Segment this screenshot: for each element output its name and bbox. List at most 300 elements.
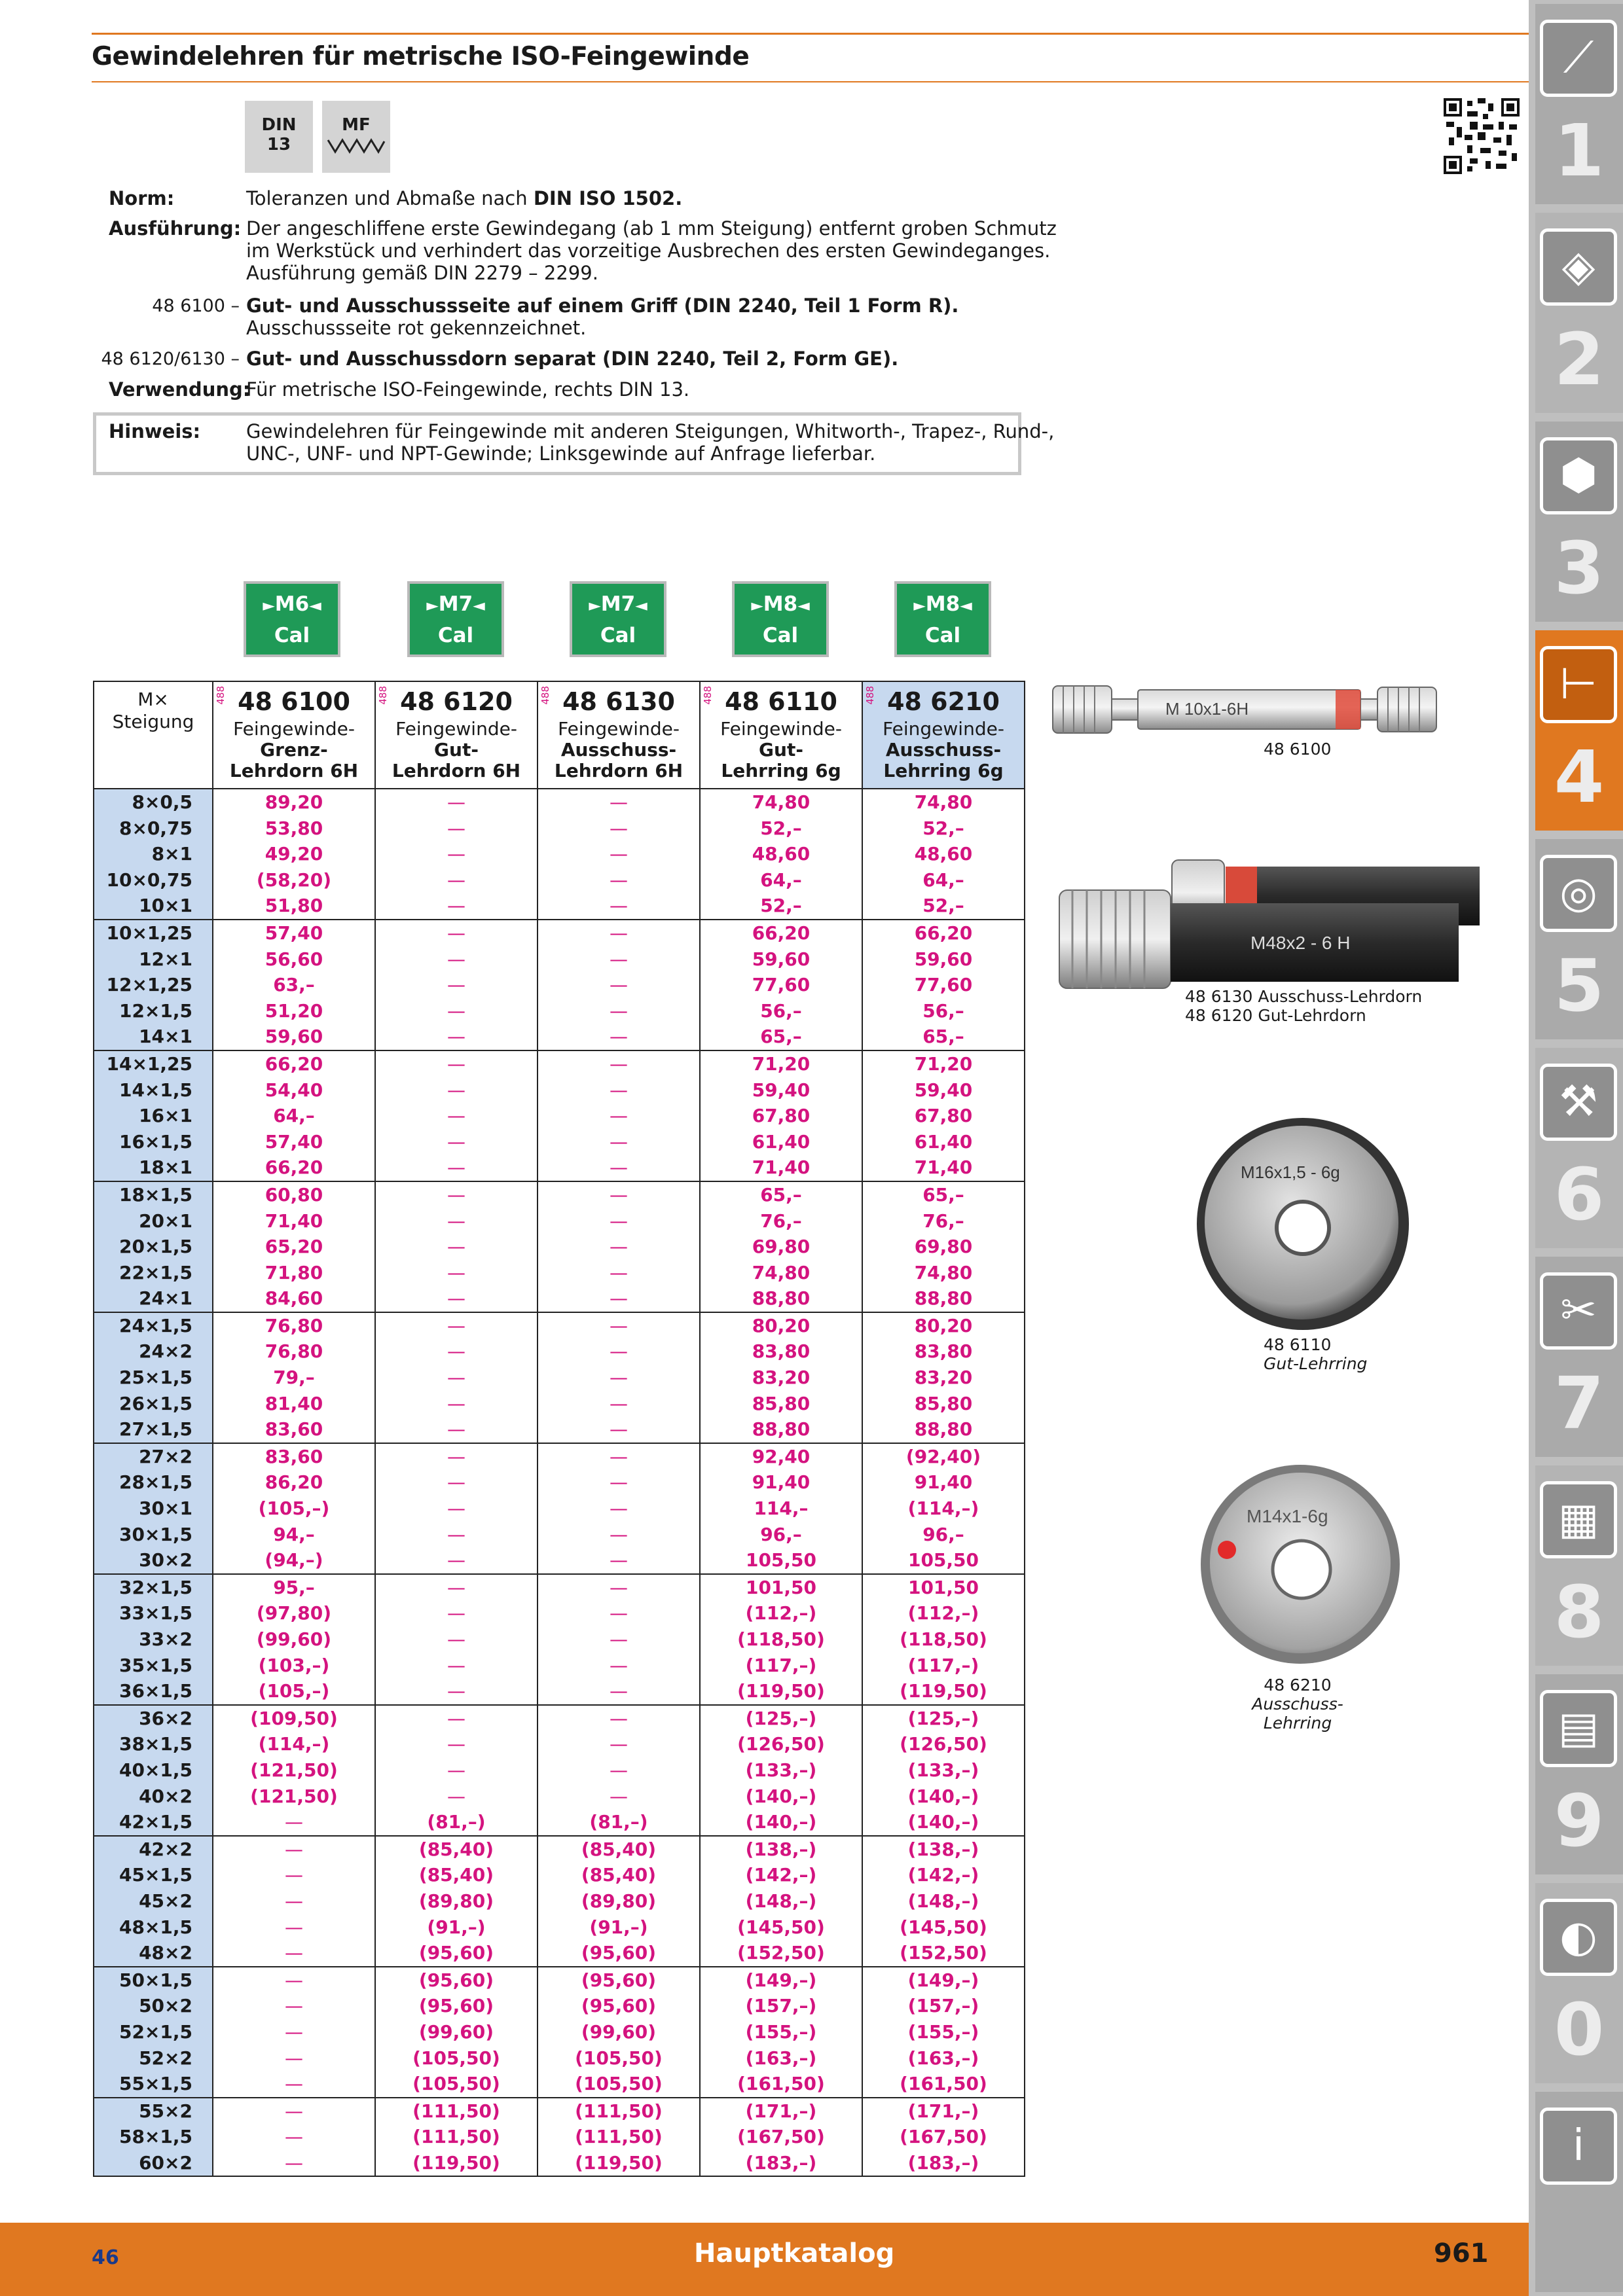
price-cell: (105,50) <box>375 2071 538 2098</box>
price-cell: 79,– <box>213 1365 375 1391</box>
title-underline <box>92 81 1529 82</box>
price-cell: — <box>375 1600 538 1626</box>
price-cell: 86,20 <box>213 1469 375 1496</box>
price-cell: (149,–) <box>700 1967 862 1994</box>
price-cell: (121,50) <box>213 1757 375 1784</box>
table-row <box>94 816 1025 842</box>
price-cell: — <box>538 1365 700 1391</box>
price-cell: (126,50) <box>862 1731 1025 1757</box>
price-cell: (117,–) <box>862 1653 1025 1679</box>
price-cell: — <box>538 1024 700 1050</box>
price-cell: 89,20 <box>213 789 375 816</box>
price-cell: 66,20 <box>862 920 1025 946</box>
price-cell: 71,40 <box>213 1208 375 1234</box>
price-cell: (149,–) <box>862 1967 1025 1994</box>
price-cell: — <box>538 1285 700 1312</box>
price-cell: 66,20 <box>700 920 862 946</box>
svg-text:M14x1-6g: M14x1-6g <box>1247 1506 1328 1526</box>
price-cell: 53,80 <box>213 816 375 842</box>
price-cell: (111,50) <box>538 2098 700 2125</box>
price-cell: 71,80 <box>213 1260 375 1286</box>
price-cell: 67,80 <box>700 1103 862 1129</box>
table-row <box>94 1731 1025 1757</box>
price-cell: — <box>538 998 700 1024</box>
price-cell: 71,20 <box>700 1050 862 1077</box>
price-cell: — <box>375 1626 538 1653</box>
key-column-header: M× Steigung <box>94 681 213 789</box>
price-cell: 74,80 <box>700 789 862 816</box>
price-cell: (105,50) <box>538 2071 700 2098</box>
table-row <box>94 1365 1025 1391</box>
price-cell: — <box>375 1416 538 1443</box>
price-cell: — <box>538 789 700 816</box>
thread-size-cell: 42×1,5 <box>94 1809 213 1836</box>
price-cell: (167,50) <box>862 2124 1025 2150</box>
price-cell: 52,– <box>862 893 1025 920</box>
table-row <box>94 1705 1025 1732</box>
price-cell: (91,–) <box>538 1914 700 1941</box>
price-cell: (140,–) <box>862 1784 1025 1810</box>
cal-badge-m7: ►M7◄ Cal <box>407 581 504 657</box>
cabinet-icon: ▤ <box>1540 1690 1617 1767</box>
price-cell: — <box>213 1993 375 2019</box>
thread-size-cell: 60×2 <box>94 2150 213 2177</box>
drill-icon: ⟋ <box>1540 20 1617 97</box>
thread-size-cell: 18×1 <box>94 1155 213 1181</box>
price-cell: 83,80 <box>700 1338 862 1365</box>
product-image-486110 <box>1192 1113 1414 1335</box>
column-header-486210: 488 48 6210 Feingewinde- Ausschuss- Lehrring 6g <box>862 681 1025 789</box>
table-row <box>94 2098 1025 2125</box>
price-cell: — <box>538 1338 700 1365</box>
price-cell: — <box>538 1443 700 1470</box>
price-cell: 92,40 <box>700 1443 862 1470</box>
price-cell: 95,– <box>213 1574 375 1601</box>
price-cell: (163,–) <box>700 2045 862 2072</box>
column-header-486100: 488 48 6100 Feingewinde- Grenz- Lehrdorn 6H <box>213 681 375 789</box>
ausfuehrung-label: Ausführung: <box>109 217 242 240</box>
price-cell: — <box>538 1784 700 1810</box>
price-cell: — <box>538 1234 700 1260</box>
price-cell: 76,80 <box>213 1312 375 1339</box>
price-cell: (171,–) <box>700 2098 862 2125</box>
price-cell: (148,–) <box>700 1888 862 1914</box>
price-cell: (183,–) <box>700 2150 862 2177</box>
price-cell: 84,60 <box>213 1285 375 1312</box>
thread-size-cell: 30×1 <box>94 1496 213 1522</box>
table-row <box>94 1836 1025 1863</box>
price-cell: — <box>375 1731 538 1757</box>
price-cell: — <box>538 1181 700 1208</box>
hinweis-label: Hinweis: <box>109 420 201 442</box>
price-cell: (95,60) <box>538 1967 700 1994</box>
caption-486100: 48 6100 <box>1264 740 1332 759</box>
price-cell: — <box>538 1129 700 1155</box>
price-cell: — <box>538 1757 700 1784</box>
table-row <box>94 1391 1025 1417</box>
price-cell: 76,80 <box>213 1338 375 1365</box>
price-cell: (167,50) <box>700 2124 862 2150</box>
price-cell: — <box>213 2045 375 2072</box>
pliers-icon: ✂ <box>1540 1272 1617 1350</box>
price-cell: 101,50 <box>700 1574 862 1601</box>
price-cell: — <box>375 1181 538 1208</box>
price-cell: (140,–) <box>862 1809 1025 1836</box>
price-cell: 74,80 <box>862 1260 1025 1286</box>
price-cell: 96,– <box>700 1522 862 1548</box>
table-row <box>94 1626 1025 1653</box>
table-row <box>94 1338 1025 1365</box>
article-ref-6120-6130: 48 6120/6130 – <box>101 349 240 369</box>
price-cell: 48,60 <box>862 841 1025 867</box>
thread-size-cell: 36×1,5 <box>94 1678 213 1705</box>
thread-size-cell: 32×1,5 <box>94 1574 213 1601</box>
price-cell: (119,50) <box>862 1678 1025 1705</box>
price-cell: (152,50) <box>862 1940 1025 1967</box>
price-cell: (95,60) <box>538 1940 700 1967</box>
price-cell: 88,80 <box>700 1285 862 1312</box>
table-row <box>94 789 1025 816</box>
price-cell: (112,–) <box>862 1600 1025 1626</box>
sidebar-tab-number: 1 <box>1554 109 1605 192</box>
table-row <box>94 1416 1025 1443</box>
sidebar-tab-number: 5 <box>1554 944 1605 1028</box>
page-number: 961 <box>1434 2238 1489 2269</box>
price-cell: — <box>375 1129 538 1155</box>
thread-size-cell: 36×2 <box>94 1705 213 1732</box>
price-cell: 60,80 <box>213 1181 375 1208</box>
price-cell: (125,–) <box>862 1705 1025 1732</box>
price-cell: 65,20 <box>213 1234 375 1260</box>
table-row <box>94 1129 1025 1155</box>
price-cell: — <box>213 2071 375 2098</box>
price-cell: — <box>375 1285 538 1312</box>
price-cell: 80,20 <box>862 1312 1025 1339</box>
price-cell: — <box>538 816 700 842</box>
thread-size-cell: 12×1 <box>94 946 213 973</box>
price-cell: (183,–) <box>862 2150 1025 2177</box>
price-cell: 65,– <box>862 1181 1025 1208</box>
price-cell: (95,60) <box>375 1967 538 1994</box>
price-cell: (111,50) <box>375 2124 538 2150</box>
thread-size-cell: 50×2 <box>94 1993 213 2019</box>
price-cell: 59,40 <box>862 1077 1025 1103</box>
sidebar-tab-number: 7 <box>1554 1361 1605 1445</box>
price-cell: — <box>213 2019 375 2045</box>
price-cell: — <box>538 1469 700 1496</box>
price-table-body <box>94 789 1025 2176</box>
price-cell: (112,–) <box>700 1600 862 1626</box>
info-icon: i <box>1540 2108 1617 2185</box>
price-cell: (114,–) <box>213 1731 375 1757</box>
header-rule <box>92 33 1529 35</box>
footer-catalog-title: Hauptkatalog <box>694 2238 895 2269</box>
price-cell: — <box>213 2124 375 2150</box>
table-row <box>94 1234 1025 1260</box>
price-cell: — <box>538 867 700 893</box>
price-cell: — <box>538 1260 700 1286</box>
thread-size-cell: 14×1,25 <box>94 1050 213 1077</box>
price-cell: 74,80 <box>862 789 1025 816</box>
price-cell: 88,80 <box>862 1416 1025 1443</box>
price-cell: — <box>375 920 538 946</box>
table-row <box>94 1914 1025 1941</box>
price-cell: — <box>538 893 700 920</box>
price-cell: — <box>375 1547 538 1574</box>
price-cell: (97,80) <box>213 1600 375 1626</box>
thread-size-cell: 50×1,5 <box>94 1967 213 1994</box>
table-row <box>94 2124 1025 2150</box>
toolbox-icon: ▦ <box>1540 1481 1617 1558</box>
price-cell: — <box>538 972 700 998</box>
mf-thread-icon: MF <box>322 101 390 173</box>
price-cell: 88,80 <box>700 1416 862 1443</box>
price-cell: — <box>538 841 700 867</box>
thread-size-cell: 33×1,5 <box>94 1600 213 1626</box>
norm-text: Toleranzen und Abmaße nach DIN ISO 1502. <box>246 187 683 209</box>
cal-badge-m6: ►M6◄ Cal <box>244 581 340 657</box>
price-cell: (125,–) <box>700 1705 862 1732</box>
price-cell: (152,50) <box>700 1940 862 1967</box>
price-cell: (92,40) <box>862 1443 1025 1470</box>
price-cell: (140,–) <box>700 1784 862 1810</box>
price-cell: 83,60 <box>213 1416 375 1443</box>
price-cell: (85,40) <box>375 1836 538 1863</box>
thread-size-cell: 28×1,5 <box>94 1469 213 1496</box>
price-cell: (111,50) <box>375 2098 538 2125</box>
thread-size-cell: 27×2 <box>94 1443 213 1470</box>
price-cell: 83,80 <box>862 1338 1025 1365</box>
price-cell: 85,80 <box>700 1391 862 1417</box>
price-cell: (138,–) <box>700 1836 862 1863</box>
price-cell: 63,– <box>213 972 375 998</box>
thread-profile-icon <box>327 135 386 154</box>
table-row <box>94 1862 1025 1888</box>
table-row <box>94 1443 1025 1470</box>
price-cell: 91,40 <box>862 1469 1025 1496</box>
thread-size-cell: 16×1 <box>94 1103 213 1129</box>
price-cell: 56,– <box>862 998 1025 1024</box>
thread-size-cell: 20×1,5 <box>94 1234 213 1260</box>
column-header-486110: 488 48 6110 Feingewinde- Gut- Lehrring 6g <box>700 681 862 789</box>
price-cell: — <box>538 1653 700 1679</box>
verwendung-label: Verwendung: <box>109 378 251 401</box>
thread-size-cell: 40×1,5 <box>94 1757 213 1784</box>
price-cell: — <box>375 867 538 893</box>
thread-size-cell: 10×0,75 <box>94 867 213 893</box>
price-cell: — <box>375 1784 538 1810</box>
price-cell: — <box>538 1678 700 1705</box>
price-cell: 59,60 <box>213 1024 375 1050</box>
table-row <box>94 920 1025 946</box>
price-cell: 67,80 <box>862 1103 1025 1129</box>
price-cell: (81,–) <box>538 1809 700 1836</box>
price-cell: (133,–) <box>862 1757 1025 1784</box>
price-cell: (161,50) <box>862 2071 1025 2098</box>
table-row <box>94 1496 1025 1522</box>
price-cell: 101,50 <box>862 1574 1025 1601</box>
price-cell: 83,20 <box>700 1365 862 1391</box>
price-cell: — <box>538 1391 700 1417</box>
safety-icon: ◐ <box>1540 1899 1617 1976</box>
verwendung-text: Für metrische ISO-Feingewinde, rechts DIN 13. <box>246 378 690 401</box>
price-cell: (140,–) <box>700 1809 862 1836</box>
thread-size-cell: 30×1,5 <box>94 1522 213 1548</box>
price-cell: — <box>213 2150 375 2177</box>
table-row <box>94 893 1025 920</box>
hinweis-text: Gewindelehren für Feingewinde mit anderen Steigungen, Whitworth-, Trapez-, Rund-, UNC-, UNF- und NPT-Gewinde; Linksgewinde auf Anfrage lieferbar. <box>246 420 1055 465</box>
price-cell: 51,80 <box>213 893 375 920</box>
price-cell: 54,40 <box>213 1077 375 1103</box>
price-cell: (99,60) <box>538 2019 700 2045</box>
price-cell: — <box>375 1024 538 1050</box>
sidebar-tab-number: 6 <box>1554 1153 1605 1236</box>
thread-size-cell: 52×2 <box>94 2045 213 2072</box>
price-cell: (95,60) <box>538 1993 700 2019</box>
price-cell: — <box>538 1312 700 1339</box>
thread-size-cell: 45×2 <box>94 1888 213 1914</box>
price-cell: — <box>375 841 538 867</box>
price-cell: — <box>538 1496 700 1522</box>
price-cell: — <box>375 1312 538 1339</box>
price-cell: (163,–) <box>862 2045 1025 2072</box>
price-cell: — <box>375 1391 538 1417</box>
page-title: Gewindelehren für metrische ISO-Feingewinde <box>92 42 750 71</box>
qr-code-icon <box>1444 98 1520 174</box>
price-cell: — <box>538 1626 700 1653</box>
table-row <box>94 1469 1025 1496</box>
price-cell: 85,80 <box>862 1391 1025 1417</box>
thread-size-cell: 12×1,25 <box>94 972 213 998</box>
thread-size-cell: 45×1,5 <box>94 1862 213 1888</box>
thread-size-cell: 48×1,5 <box>94 1914 213 1941</box>
table-row <box>94 2150 1025 2177</box>
price-cell: 51,20 <box>213 998 375 1024</box>
price-cell: — <box>538 1547 700 1574</box>
price-cell: 83,60 <box>213 1443 375 1470</box>
price-cell: — <box>538 1416 700 1443</box>
cal-badge-m7: ►M7◄ Cal <box>570 581 666 657</box>
thread-size-cell: 18×1,5 <box>94 1181 213 1208</box>
caliper-icon: ⊢ <box>1540 646 1617 723</box>
svg-text:M 10x1-6H: M 10x1-6H <box>1165 699 1249 719</box>
price-cell: (105,50) <box>538 2045 700 2072</box>
price-cell: (114,–) <box>862 1496 1025 1522</box>
price-cell: — <box>375 1522 538 1548</box>
price-cell: (155,–) <box>862 2019 1025 2045</box>
caption-486130-486120: 48 6130 Ausschuss-Lehrdorn 48 6120 Gut-Lehrdorn <box>1185 987 1423 1025</box>
table-row <box>94 1522 1025 1548</box>
price-cell: 69,80 <box>700 1234 862 1260</box>
price-cell: — <box>375 1338 538 1365</box>
price-cell: (117,–) <box>700 1653 862 1679</box>
table-row <box>94 1103 1025 1129</box>
table-row <box>94 1574 1025 1601</box>
table-row <box>94 1888 1025 1914</box>
price-cell: 96,– <box>862 1522 1025 1548</box>
thread-size-cell: 14×1,5 <box>94 1077 213 1103</box>
price-cell: (119,50) <box>538 2150 700 2177</box>
thread-size-cell: 14×1 <box>94 1024 213 1050</box>
article-6120-6130-text: Gut- und Ausschussdorn separat (DIN 2240, Teil 2, Form GE). <box>246 348 899 370</box>
price-cell: — <box>538 1522 700 1548</box>
price-cell: — <box>213 1940 375 1967</box>
sidebar-tab-number: 8 <box>1554 1570 1605 1654</box>
price-cell: — <box>375 1365 538 1391</box>
thread-size-cell: 26×1,5 <box>94 1391 213 1417</box>
price-cell: — <box>375 1077 538 1103</box>
price-cell: — <box>375 1574 538 1601</box>
thread-size-cell: 22×1,5 <box>94 1260 213 1286</box>
caption-486210: 48 6210 Ausschuss-Lehrring <box>1252 1676 1343 1732</box>
din13-norm-icon: DIN 13 <box>245 101 313 173</box>
table-row <box>94 1260 1025 1286</box>
price-cell: (119,50) <box>700 1678 862 1705</box>
thread-size-cell: 20×1 <box>94 1208 213 1234</box>
price-cell: (103,–) <box>213 1653 375 1679</box>
price-cell: — <box>375 946 538 973</box>
price-cell: 94,– <box>213 1522 375 1548</box>
price-cell: 49,20 <box>213 841 375 867</box>
price-cell: 66,20 <box>213 1155 375 1181</box>
table-row <box>94 1312 1025 1339</box>
price-cell: (109,50) <box>213 1705 375 1732</box>
price-cell: 81,40 <box>213 1391 375 1417</box>
price-cell: (171,–) <box>862 2098 1025 2125</box>
price-cell: — <box>375 1443 538 1470</box>
price-cell: (157,–) <box>700 1993 862 2019</box>
thread-size-cell: 8×0,5 <box>94 789 213 816</box>
price-cell: 77,60 <box>700 972 862 998</box>
saw-icon: ◎ <box>1540 855 1617 932</box>
table-row <box>94 1208 1025 1234</box>
price-cell: 57,40 <box>213 920 375 946</box>
column-header-486120: 488 48 6120 Feingewinde- Gut- Lehrdorn 6H <box>375 681 538 789</box>
price-cell: 77,60 <box>862 972 1025 998</box>
price-table <box>93 681 1025 2177</box>
price-cell: — <box>538 1155 700 1181</box>
thread-size-cell: 10×1 <box>94 893 213 920</box>
table-row <box>94 1809 1025 1836</box>
price-cell: — <box>538 1574 700 1601</box>
table-row <box>94 867 1025 893</box>
price-cell: — <box>538 1731 700 1757</box>
table-row <box>94 1993 1025 2019</box>
footer-left-number: 46 <box>92 2246 119 2269</box>
price-cell: 66,20 <box>213 1050 375 1077</box>
price-cell: 52,– <box>700 816 862 842</box>
price-cell: — <box>375 893 538 920</box>
price-cell: (95,60) <box>375 1940 538 1967</box>
table-row <box>94 946 1025 973</box>
price-cell: — <box>375 1208 538 1234</box>
price-cell: 71,40 <box>700 1155 862 1181</box>
price-cell: (142,–) <box>862 1862 1025 1888</box>
thread-size-cell: 24×1,5 <box>94 1312 213 1339</box>
price-cell: — <box>538 946 700 973</box>
price-cell: — <box>375 1260 538 1286</box>
price-cell: (126,50) <box>700 1731 862 1757</box>
price-cell: 56,– <box>700 998 862 1024</box>
table-row <box>94 1077 1025 1103</box>
sidebar-tab-number: 2 <box>1554 317 1605 401</box>
price-cell: 65,– <box>700 1024 862 1050</box>
price-cell: (155,–) <box>700 2019 862 2045</box>
price-cell: — <box>538 1077 700 1103</box>
price-cell: (81,–) <box>375 1809 538 1836</box>
thread-size-cell: 30×2 <box>94 1547 213 1574</box>
price-cell: — <box>538 1208 700 1234</box>
